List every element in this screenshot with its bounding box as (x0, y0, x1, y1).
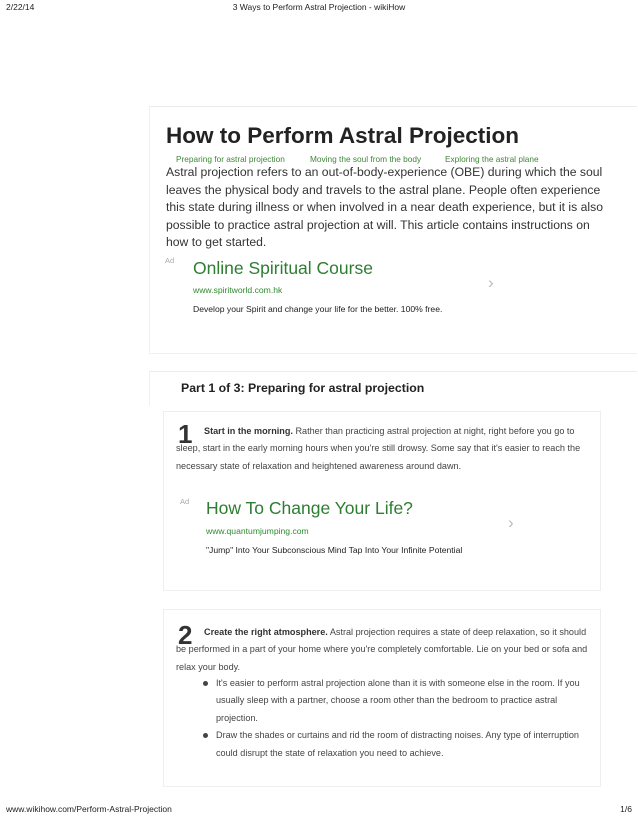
ad-label: Ad (165, 256, 175, 265)
ad-title-link[interactable]: Online Spiritual Course (193, 258, 373, 278)
chevron-right-icon[interactable]: › (488, 273, 494, 292)
print-header-date: 2/22/14 (6, 2, 35, 12)
ad-title-link[interactable]: How To Change Your Life? (206, 498, 413, 518)
step-body: Astral projection requires a state of deep relaxation, so it should be performed in a part of your home where you're completely comfortable. Lie on your bed or sofa and relax your body. (176, 627, 588, 672)
step-number: 1 (178, 419, 193, 449)
print-footer-page-number: 1/6 (620, 804, 632, 814)
print-footer-url: www.wikihow.com/Perform-Astral-Projection (6, 804, 172, 814)
list-item: It's easier to perform astral projection alone than it is with someone else in the room. If you usually sleep with a partner, choose a room other than the bedroom to practice astral projection. (200, 675, 590, 727)
step-text (176, 624, 594, 676)
intro-paragraph: Astral projection refers to an out-of-body-experience (OBE) during which the soul leaves the physical body and travels to the astral plane. People often experience this state during illness or when involved in a near death experience, but it is also possible to practice astral projection at will. This article contains instructions on how to get started. (166, 165, 603, 250)
ad-url-link[interactable]: www.quantumjumping.com (206, 526, 309, 536)
chevron-right-icon[interactable]: › (508, 513, 514, 532)
article-title: How to Perform Astral Projection (166, 123, 519, 148)
ad-description: "Jump" Into Your Subconscious Mind Tap Into Your Infinite Potential (206, 545, 463, 555)
toc-link-exploring[interactable]: Exploring the astral plane (445, 154, 539, 164)
step-heading: Create the right atmosphere. (204, 627, 328, 637)
step-number: 2 (178, 620, 193, 650)
ad-description: Develop your Spirit and change your life for the better. 100% free. (193, 304, 443, 314)
ad-url-link[interactable]: www.spiritworld.com.hk (193, 285, 283, 295)
step-bullet-list (200, 675, 590, 762)
step-body: Rather than practicing astral projection at night, right before you go to sleep, start in the early morning hours when you're still drowsy. Some say that it's easier to reach the necessary state of relaxation and heightened awareness around dawn. (176, 426, 581, 471)
ad-label: Ad (180, 497, 190, 506)
toc-link-preparing[interactable]: Preparing for astral projection (176, 154, 285, 164)
print-header-title: 3 Ways to Perform Astral Projection - wikiHow (232, 2, 406, 12)
toc-link-moving-soul[interactable]: Moving the soul from the body (310, 154, 422, 164)
step-heading: Start in the morning. (204, 426, 293, 436)
step-text (176, 423, 594, 475)
list-item: Draw the shades or curtains and rid the room of distracting noises. Any type of interruption could disrupt the state of relaxation you need to achieve. (200, 727, 590, 762)
part-title: Part 1 of 3: Preparing for astral projection (181, 381, 425, 395)
